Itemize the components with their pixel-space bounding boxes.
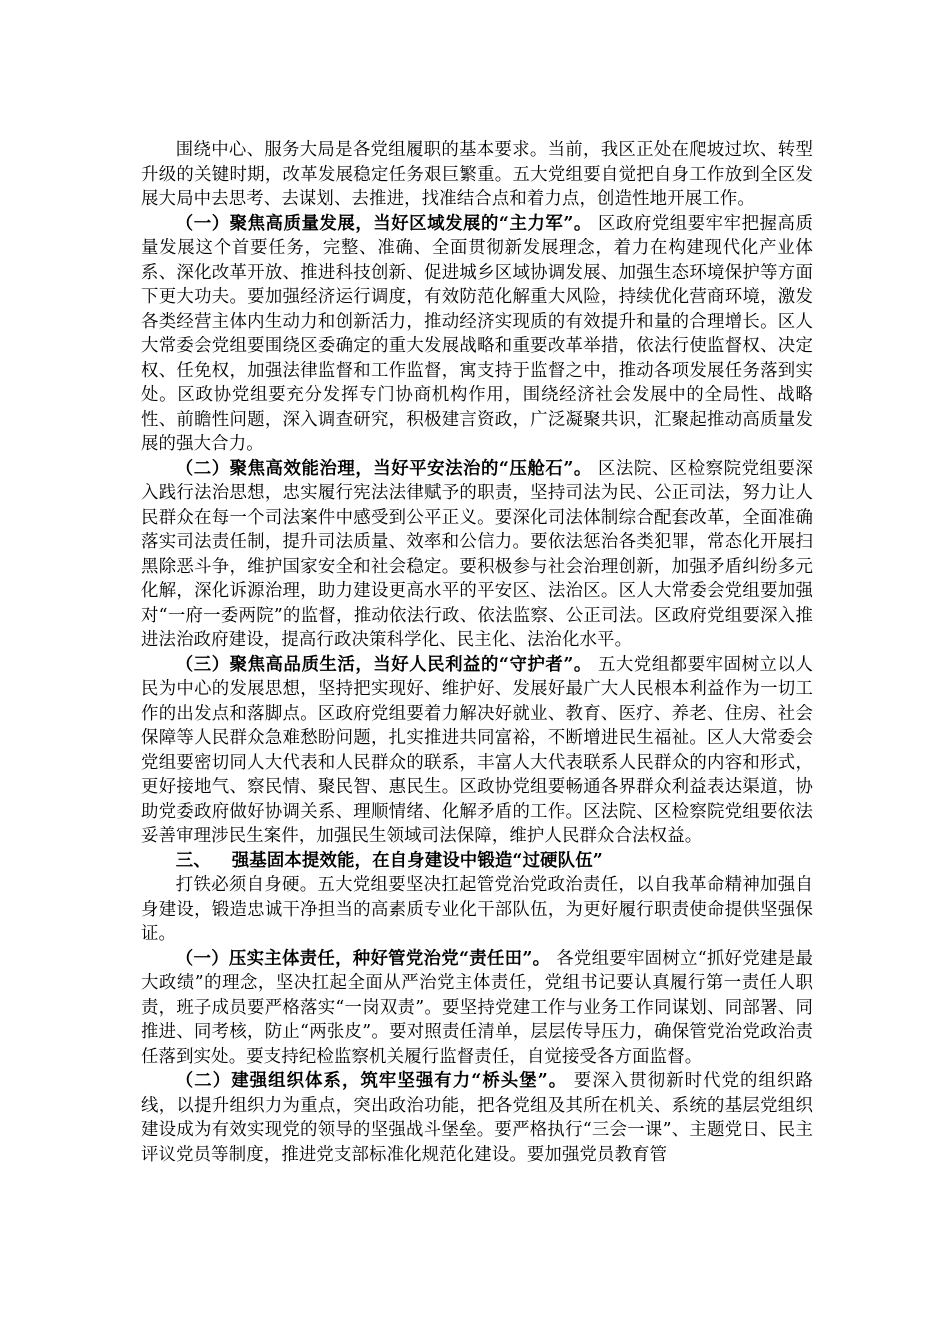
section-title: 强基固本提效能，在自身建设中锻造“过硬队伍” [231, 850, 603, 871]
paragraph-intro [141, 138, 813, 212]
section-heading-three [141, 849, 813, 874]
paragraph-section-intro [141, 873, 813, 947]
paragraph-body: 要深入贯彻新时代党的组织路线，以提升组织力为重点，突出政治功能，把各党组及其所在机关、系统的基层党组织建设成为有效实现党的领导的坚强战斗堡垒。要严格执行“三会一课”、主题党日、民主评议党员等制度，推进党支部标准化规范化建设。要加强党员教育管 [141, 1071, 813, 1165]
paragraph-item-1 [141, 212, 813, 457]
paragraph-heading: （一）聚焦高质量发展，当好区域发展的“主力军”。 [175, 213, 592, 234]
paragraph-heading: （二）聚焦高效能治理，当好平安法治的“压舱石”。 [175, 458, 592, 479]
document-page [141, 138, 813, 1167]
paragraph-item-3 [141, 653, 813, 849]
paragraph-body: 打铁必须自身硬。五大党组要坚决扛起管党治党政治责任，以自我革命精神加强自身建设，锻造忠诚干净担当的高素质专业化干部队伍，为更好履行职责使命提供坚强保证。 [141, 875, 813, 944]
paragraph-body: 区法院、区检察院党组要深入践行法治思想，忠实履行宪法法律赋予的职责，坚持司法为民、公正司法，努力让人民群众在每一个司法案件中感受到公平正义。要深化司法体制综合配套改革，全面准确落实司法责任制，提升司法质量、效率和公信力。要依法惩治各类犯罪，常态化开展扫黑除恶斗争，维护国家安全和社会稳定。要积极参与社会治理创新，加强矛盾纠纷多元化解，深化诉源治理，助力建设更高水平的平安区、法治区。区人大常委会党组要加强对“一府一委两院”的监督，推动依法行政、依法监察、公正司法。区政府党组要深入推进法治政府建设，提高行政决策科学化、民主化、法治化水平。 [141, 458, 813, 650]
paragraph-item-4 [141, 947, 813, 1070]
paragraph-body: 各党组要牢固树立“抓好党建是最大政绩”的理念，坚决扛起全面从严治党主体责任，党组书记要认真履行第一责任人职责，班子成员要严格落实“一岗双责”。要坚持党建工作与业务工作同谋划、同部署、同推进、同考核，防止“两张皮”。要对照责任清单，层层传导压力，确保管党治党政治责任落到实处。要支持纪检监察机关履行监督责任，自觉接受各方面监督。 [141, 948, 813, 1067]
paragraph-heading: （二）建强组织体系，筑牢坚强有力“桥头堡”。 [175, 1071, 568, 1091]
paragraph-heading: （一）压实主体责任，种好管党治党“责任田”。 [175, 948, 551, 969]
paragraph-item-5 [141, 1069, 813, 1167]
paragraph-body: 五大党组都要牢固树立以人民为中心的发展思想，坚持把实现好、维护好、发展好最广大人民根本利益作为一切工作的出发点和落脚点。区政府党组要着力解决好就业、教育、医疗、养老、住房、社会保障等人民群众急难愁盼问题，扎实推进共同富裕，不断增进民生福祉。区人大常委会党组要密切同人大代表和人民群众的联系，丰富人大代表联系人民群众的内容和形式，更好接地气、察民情、聚民智、惠民生。区政协党组要畅通各界群众利益表达渠道，协助党委政府做好协调关系、理顺情绪、化解矛盾的工作。区法院、区检察院党组要依法妥善审理涉民生案件，加强民生领域司法保障，维护人民群众合法权益。 [141, 654, 813, 846]
paragraph-body: 围绕中心、服务大局是各党组履职的基本要求。当前，我区正处在爬坡过坎、转型升级的关键时期，改革发展稳定任务艰巨繁重。五大党组要自觉把自身工作放到全区发展大局中去思考、去谋划、去推进，找准结合点和着力点，创造性地开展工作。 [141, 140, 813, 209]
section-number: 三、 [175, 850, 211, 871]
paragraph-item-2 [141, 457, 813, 653]
paragraph-heading: （三）聚焦高品质生活，当好人民利益的“守护者”。 [175, 654, 592, 675]
paragraph-body: 区政府党组要牢牢把握高质量发展这个首要任务，完整、准确、全面贯彻新发展理念，着力在构建现代化产业体系、深化改革开放、推进科技创新、促进城乡区域协调发展、加强生态环境保护等方面下更大功夫。要加强经济运行调度，有效防范化解重大风险，持续优化营商环境，激发各类经营主体内生动力和创新活力，推动经济实现质的有效提升和量的合理增长。区人大常委会党组要围绕区委确定的重大发展战略和重要改革举措，依法行使监督权、决定权、任免权，加强法律监督和工作监督，寓支持于监督之中，推动各项发展任务落到实处。区政协党组要充分发挥专门协商机构作用，围绕经济社会发展中的全局性、战略性、前瞻性问题，深入调查研究，积极建言资政，广泛凝聚共识，汇聚起推动高质量发展的强大合力。 [141, 213, 813, 454]
